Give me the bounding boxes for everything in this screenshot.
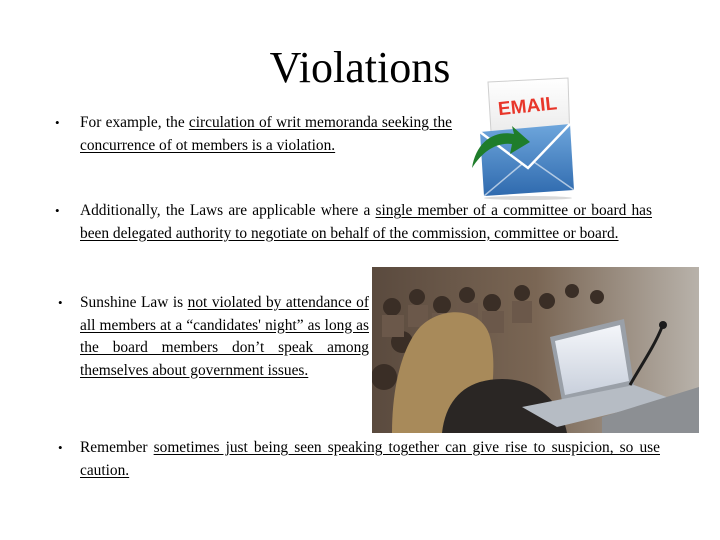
bullet-1-text [80, 112, 452, 157]
bullet-1-prefix: For example, the [80, 114, 189, 131]
email-envelope-icon [470, 72, 580, 200]
bullet-4-marker: • [58, 440, 63, 455]
email-label: EMAIL [497, 93, 559, 121]
conference-speaker-photo [372, 267, 699, 433]
bullet-4-text [80, 437, 660, 482]
bullet-2-prefix: Additionally, the Laws are applicable where a [80, 202, 376, 219]
bullet-3-prefix: Sunshine Law is [80, 294, 188, 311]
bullet-3-text [80, 292, 369, 382]
bullet-2-text [80, 200, 652, 245]
bullet-4-underlined: sometimes just being seen speaking together can give rise to suspicion, so use caution. [80, 439, 660, 479]
page-title: Violations [269, 43, 451, 92]
bullet-4-prefix: Remember [80, 439, 154, 456]
bullet-3-underlined: not violated by attendance of all members at a “candidates' night” as long as the board members don’t speak among themselves about government issues. [80, 294, 370, 379]
bullet-1-marker: • [55, 115, 60, 130]
bullet-1-underlined: circulation of writ memoranda seeking the concurrence of ot members is a violation. [80, 114, 452, 154]
bullet-2-underlined: single member of a committee or board has been delegated authority to negotiate on behalf of the commission, committee or board. [80, 202, 652, 242]
bullet-2-marker: • [55, 203, 60, 218]
bullet-3-marker: • [58, 295, 63, 310]
